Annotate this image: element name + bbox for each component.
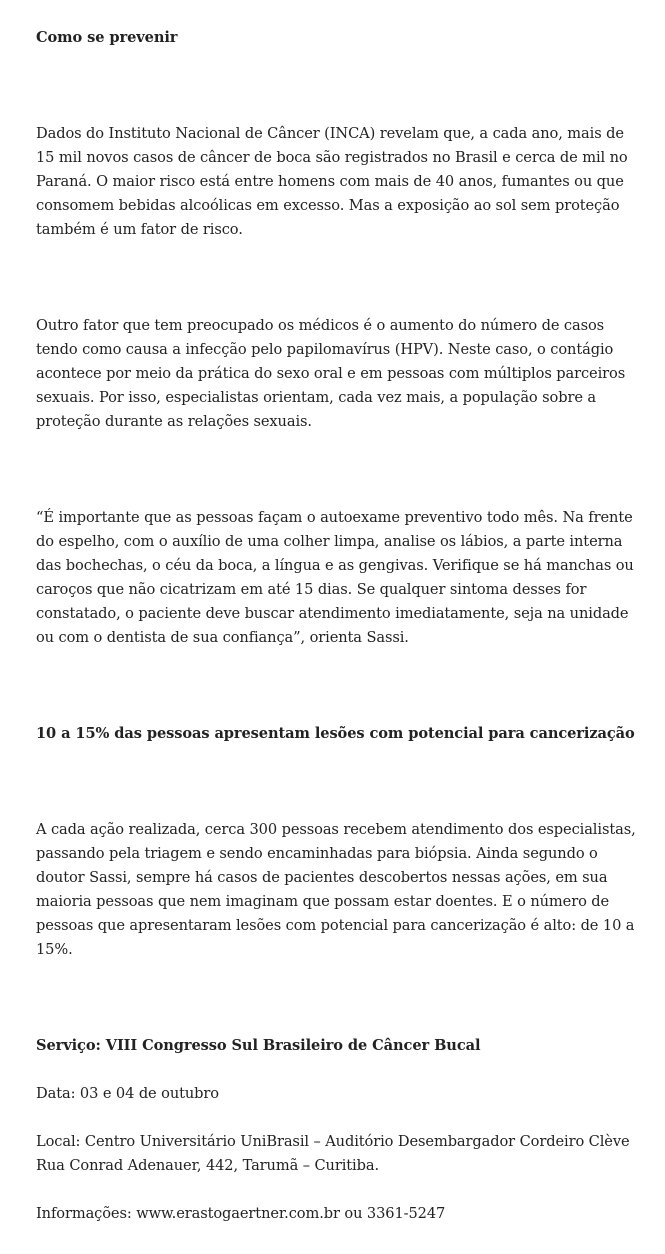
paragraph-quote-sassi: “É importante que as pessoas façam o autoexame preventivo todo mês. Na frente do espelho, com o auxílio de uma colher limpa, analise os lábios, a parte interna das bochechas, o céu da boca, a língua e as gengivas. Verifique se há manchas ou caroços que não cicatrizam em até 15 dias. Se qualquer sintoma desses for constatado, o paciente deve buscar atendimento imediatamente, seja na unidade ou com o dentista de sua confiança”, orienta Sassi. [36, 509, 634, 646]
paragraph-actions-part1: A cada ação realizada, cerca 300 pessoas recebem atendimento dos especialistas, passando pela triagem e sendo encaminhadas para biópsia. Ainda segundo o doutor Sassi, sempre há casos de pacientes descobertos nessas ações, em sua [36, 821, 636, 886]
service-info: Informações: www.erastogaertner.com.br ou 3361-5247 [36, 1205, 446, 1222]
section-heading-statistics: 10 a 15% das pessoas apresentam lesões com potencial para cancerização [36, 725, 635, 742]
section-heading-prevention: Como se prevenir [36, 29, 178, 46]
paragraph-actions [36, 818, 641, 962]
paragraph-actions-part2: maioria pessoas que nem imaginam que possam estar doentes. E o número de pessoas que apresentaram lesões com potencial para cancerização é alto: de 10 a 15%. [36, 893, 635, 958]
service-location [36, 1130, 641, 1178]
service-title: Serviço: VIII Congresso Sul Brasileiro de Câncer Bucal [36, 1037, 481, 1054]
service-location-address: Rua Conrad Adenauer, 442, Tarumã – Curitiba. [36, 1157, 379, 1174]
service-location-venue: Local: Centro Universitário UniBrasil – Auditório Desembargador Cordeiro Clève [36, 1133, 630, 1150]
paragraph-inca-data: Dados do Instituto Nacional de Câncer (INCA) revelam que, a cada ano, mais de 15 mil novos casos de câncer de boca são registrados no Brasil e cerca de mil no Paraná. O maior risco está entre homens com mais de 40 anos, fumantes ou que consomem bebidas alcoólicas em excesso. Mas a exposição ao sol sem proteção também é um fator de risco. [36, 125, 628, 238]
paragraph-hpv: Outro fator que tem preocupado os médicos é o aumento do número de casos tendo como causa a infecção pelo papilomavírus (HPV). Neste caso, o contágio acontece por meio da prática do sexo oral e em pessoas com múltiplos parceiros sexuais. Por isso, especialistas orientam, cada vez mais, a população sobre a proteção durante as relações sexuais. [36, 317, 626, 430]
service-date: Data: 03 e 04 de outubro [36, 1085, 219, 1102]
